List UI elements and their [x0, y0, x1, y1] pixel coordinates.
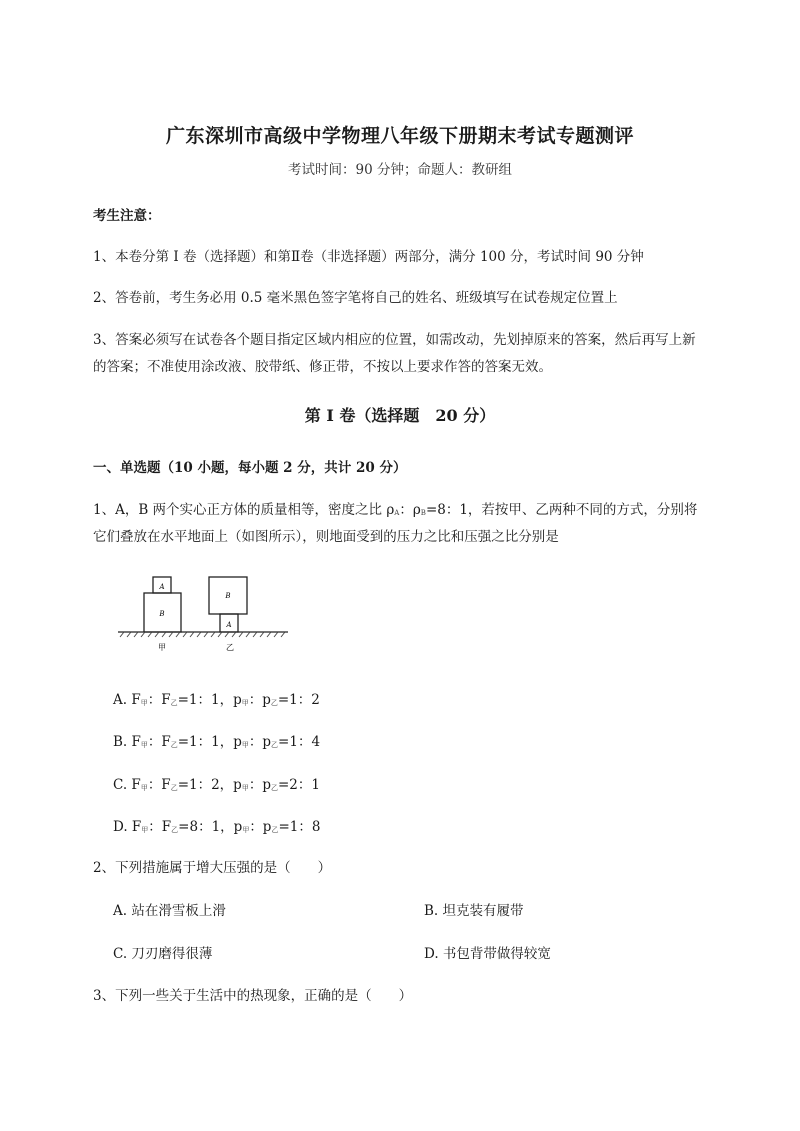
- note-item-3: 3、答案必须写在试卷各个题目指定区域内相应的位置，如需改动，先划掉原来的答案，然后再写上新: [93, 332, 696, 348]
- fig-label-a-right: A: [226, 621, 232, 629]
- q2-option-b[interactable]: B. 坦克装有履带: [424, 903, 524, 919]
- section-title: 第 I 卷（选择题 20 分）: [304, 406, 496, 425]
- notes-heading: 考生注意：: [93, 208, 161, 224]
- fig-label-a-left: A: [159, 583, 165, 591]
- q1-option-c[interactable]: C. $F_甲$：$F_乙=1$：2，$p_甲$：$p_乙=2$：1: [113, 777, 320, 793]
- note-item-1: 1、本卷分第 I 卷（选择题）和第Ⅱ卷（非选择题）两部分，满分 100 分，考试时间 90 分钟: [93, 249, 644, 265]
- fig-label-b-left: B: [159, 610, 165, 618]
- q2-option-c[interactable]: C. 刀刃磨得很薄: [113, 946, 213, 962]
- q2-option-d[interactable]: D. 书包背带做得较宽: [424, 946, 551, 962]
- q1-option-a[interactable]: A. $F_甲$：$F_乙=1$：1，$p_甲$：$p_乙=1$：2: [113, 692, 320, 708]
- exam-info: 考试时间：90 分钟；命题人：教研组: [288, 162, 512, 178]
- fig-label-yi: 乙: [226, 643, 234, 652]
- part-heading: 一、单选题（10 小题，每小题 2 分，共计 20 分）: [93, 460, 407, 476]
- note-item-2: 2、答卷前，考生务必用 0.5 毫米黑色签字笔将自己的姓名、班级填写在试卷规定位置上: [93, 290, 618, 306]
- q1-figure: [110, 570, 290, 656]
- q2-stem: 2、下列措施属于增大压强的是（ ）: [93, 860, 332, 876]
- q3-stem: 3、下列一些关于生活中的热现象，正确的是（ ）: [93, 988, 413, 1004]
- q1-option-b[interactable]: B. $F_甲$：$F_乙=1$：1，$p_甲$：$p_乙=1$：4: [113, 734, 321, 750]
- page-title: 广东深圳市高级中学物理八年级下册期末考试专题测评: [165, 125, 634, 147]
- fig-label-b-right: B: [225, 592, 231, 600]
- q2-option-a[interactable]: A. 站在滑雪板上滑: [113, 903, 226, 919]
- fig-label-jia: 甲: [158, 643, 166, 652]
- q1-stem-line2: 它们叠放在水平地面上（如图所示），则地面受到的压力之比和压强之比分别是: [93, 529, 559, 545]
- q1-option-d[interactable]: D. $F_甲$：$F_乙=8$：1，$p_甲$：$p_乙=1$：8: [113, 819, 321, 835]
- note-item-3-cont: 的答案；不准使用涂改液、胶带纸、修正带，不按以上要求作答的答案无效。: [93, 359, 552, 375]
- q1-stem-line1: 1、A，B 两个实心正方体的质量相等，密度之比 $\rho_A$：$\rho_B=8$：1，若按甲、乙两种不同的方式，分别将: [93, 502, 698, 518]
